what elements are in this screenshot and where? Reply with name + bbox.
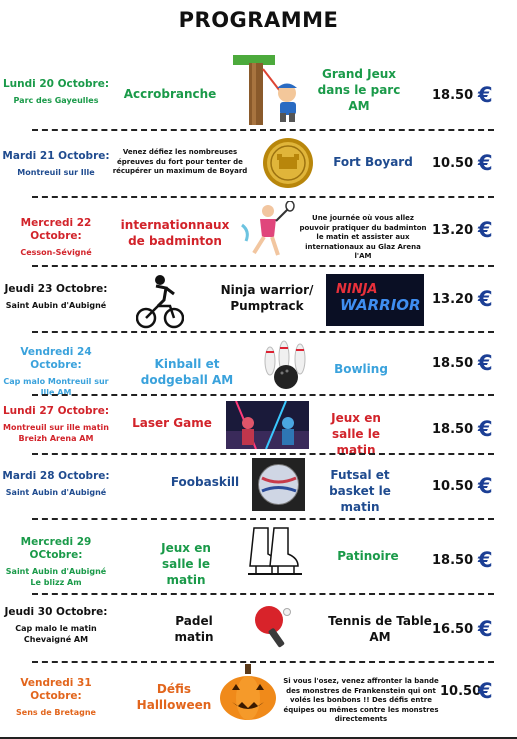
badminton-player-icon	[238, 201, 296, 261]
row-location: Cap malo Montreuil sur Ille AM	[3, 377, 109, 397]
euro-sign: €	[478, 287, 493, 311]
row-date-block	[0, 150, 112, 178]
row-location: Saint Aubin d'Aubigné Le blizz Am	[5, 567, 107, 587]
row-second-activity: Jeux en salle le matin	[331, 411, 381, 457]
row-price: 18.50	[432, 553, 474, 568]
row-price: 16.50	[432, 622, 474, 637]
row-date: Vendredi 24 Octobre:	[20, 346, 92, 371]
logo-text: WARRIOR	[340, 296, 421, 314]
row-divider	[32, 196, 494, 198]
foobaskill-ball-icon	[252, 458, 305, 511]
euro-sign: €	[478, 548, 493, 572]
euro-sign: €	[478, 151, 493, 175]
row-date: Mercredi 22 Octobre:	[20, 217, 92, 242]
euro-sign: €	[478, 679, 493, 703]
row-date-block	[0, 536, 112, 588]
row-second-activity: Fort Boyard	[333, 155, 413, 169]
row-date-block	[0, 606, 112, 645]
row-price: 10.50	[432, 156, 474, 171]
logo-text: NINJA	[336, 282, 378, 297]
row-divider	[32, 593, 494, 595]
row-date-block	[0, 405, 112, 444]
row-second-activity: Bowling	[334, 362, 388, 376]
euro-sign: €	[478, 83, 493, 107]
row-second-activity: Tennis de Table AM	[328, 614, 432, 644]
row-date: Jeudi 30 Octobre:	[4, 606, 108, 618]
gold-coin-icon	[262, 137, 314, 189]
tree-climber-icon	[233, 55, 313, 125]
row-date-block	[0, 677, 112, 718]
row-activity: Défis Hallloween	[136, 682, 212, 712]
page-title: PROGRAMME	[178, 8, 339, 32]
row-date: Mercredi 29 OCtobre:	[20, 536, 92, 561]
euro-sign: €	[478, 417, 493, 441]
ping-pong-paddle-icon	[253, 604, 293, 654]
row-date-block	[0, 346, 112, 398]
euro-sign: €	[478, 474, 493, 498]
row-activity: Laser Game	[132, 416, 212, 430]
row-divider	[32, 518, 494, 520]
laser-game-photo	[226, 401, 309, 449]
row-activity: Foobaskill	[170, 475, 240, 489]
row-date-block	[0, 470, 112, 498]
row-location: Saint Aubin d'Aubigné	[5, 488, 107, 497]
row-activity: Ninja warrior/ Pumptrack	[220, 283, 314, 313]
row-divider	[32, 453, 494, 455]
ice-skates-icon	[246, 524, 306, 582]
ninja-warrior-logo	[326, 274, 424, 326]
row-divider	[32, 331, 494, 333]
row-date-block	[0, 217, 112, 258]
row-date: Vendredi 31 Octobre:	[20, 677, 92, 702]
row-activity: Kinball et dodgeball AM	[140, 357, 234, 387]
row-price: 13.20	[432, 292, 474, 307]
row-price: 13.20	[432, 223, 474, 238]
row-activity: Padel matin	[174, 614, 214, 644]
euro-sign: €	[478, 218, 493, 242]
row-second-activity: Futsal et basket le matin	[329, 468, 391, 514]
euro-sign: €	[478, 351, 493, 375]
row-activity: Accrobranche	[123, 87, 217, 101]
row-date-block	[0, 283, 112, 311]
row-price: 18.50	[432, 88, 474, 103]
row-location: Montreuil sur Ille	[17, 168, 95, 177]
bowling-icon	[262, 337, 312, 391]
row-divider	[32, 394, 494, 396]
row-description: Venez défiez les nombreuses épreuves du fort pour tenter de récupérer un maximum de Boyard	[112, 148, 248, 175]
row-price: 10.50	[432, 479, 474, 494]
row-activity: internationnaux de badminton	[120, 218, 230, 248]
row-price: 18.50	[432, 422, 474, 437]
row-price: 10.50	[440, 684, 482, 699]
row-date: Lundi 27 Octobre:	[2, 405, 110, 417]
row-second-activity: Patinoire	[337, 549, 399, 563]
row-date: Lundi 20 Octobre:	[2, 78, 110, 90]
bmx-rider-icon	[136, 272, 184, 330]
row-date: Jeudi 23 Octobre:	[4, 283, 108, 295]
row-location: Montreuil sur ille matin Breizh Arena AM	[3, 423, 109, 443]
row-divider	[32, 129, 494, 131]
row-date: Mardi 21 Octobre:	[2, 150, 110, 162]
row-activity: Jeux en salle le matin	[161, 541, 211, 587]
row-location: Cap malo le matin Chevaigné AM	[15, 624, 97, 644]
row-location: Saint Aubin d'Aubigné	[5, 301, 107, 310]
row-location: Sens de Bretagne	[16, 708, 96, 717]
euro-sign: €	[478, 617, 493, 641]
row-price: 18.50	[432, 356, 474, 371]
row-location: Parc des Gayeulles	[13, 96, 99, 105]
row-date-block	[0, 78, 112, 106]
row-location: Cesson-Sévigné	[20, 248, 92, 257]
row-second-activity: Grand Jeux dans le parc AM	[317, 67, 401, 113]
pumpkin-icon	[218, 662, 278, 722]
row-date: Mardi 28 Octobre:	[2, 470, 110, 482]
row-description: Une journée où vous allez pouvoir pratiquer du badminton le matin et assister aux internationaux au Glaz Arena l'AM	[299, 214, 427, 260]
row-divider	[32, 265, 494, 267]
row-description: Si vous l'osez, venez affronter la bande des monstres de Frankenstein qui ont volés les bonbons !! Des défis entre équipes ou mêmes contre les monstres directements	[283, 677, 439, 723]
